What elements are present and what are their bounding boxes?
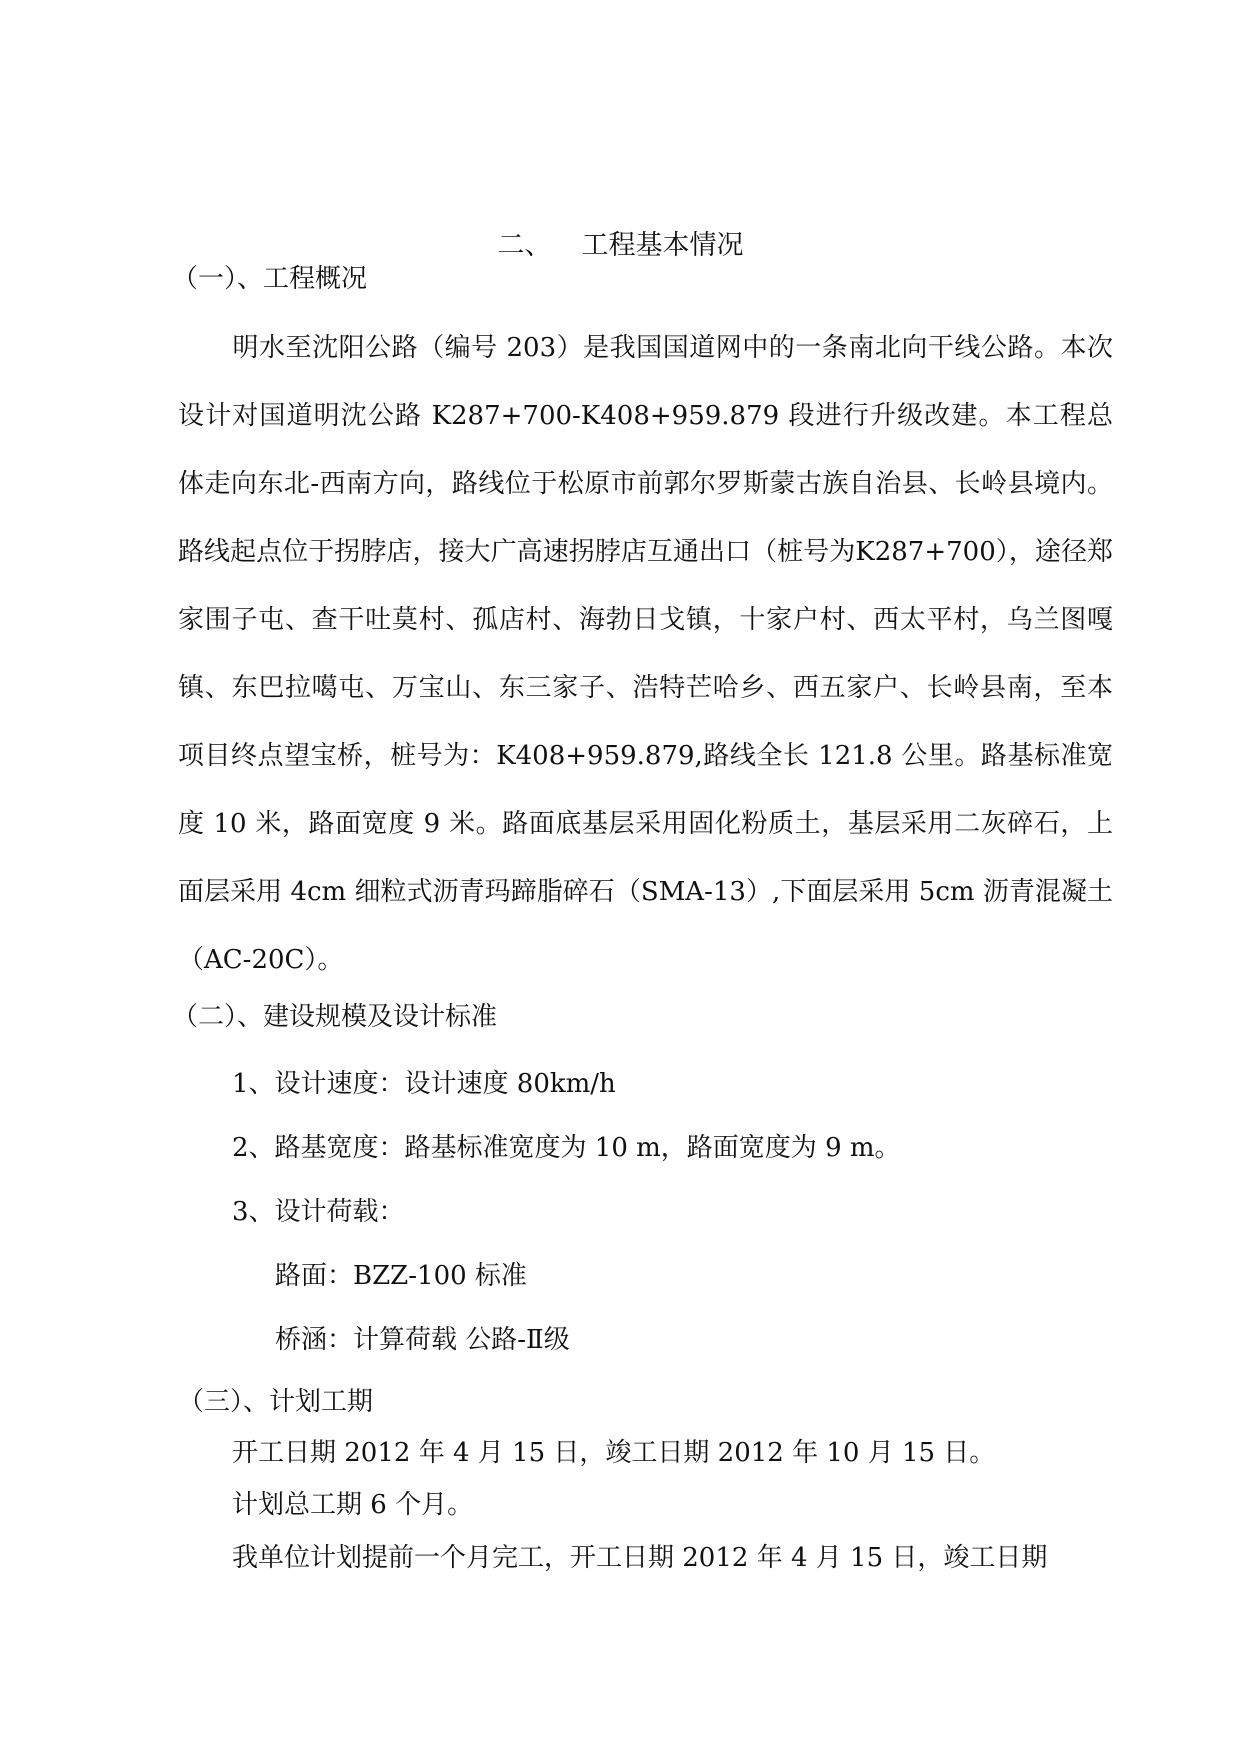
section-title-number: 二、 xyxy=(497,230,552,261)
heading-schedule: （三）、计划工期 xyxy=(178,1387,374,1417)
load-bridge-culvert: 桥涵：计算荷载 公路-Ⅱ级 xyxy=(275,1325,570,1355)
section-title-text: 工程基本情况 xyxy=(581,230,744,261)
section-title xyxy=(0,228,1241,264)
paragraph-overview xyxy=(178,314,1113,994)
heading-overview: （一）、工程概况 xyxy=(172,264,368,294)
schedule-dates: 开工日期 2012 年 4 月 15 日，竣工日期 2012 年 10 月 15 日。 xyxy=(232,1438,996,1468)
item-design-speed: 1、设计速度：设计速度 80km/h xyxy=(232,1069,616,1099)
schedule-early-completion: 我单位计划提前一个月完工，开工日期 2012 年 4 月 15 日，竣工日期 xyxy=(232,1543,1048,1573)
heading-scale-standards: （二）、建设规模及设计标准 xyxy=(172,1002,498,1032)
schedule-total: 计划总工期 6 个月。 xyxy=(232,1490,474,1520)
item-design-load: 3、设计荷载： xyxy=(232,1197,405,1227)
paragraph-overview-text: 明水至沈阳公路（编号 203）是我国国道网中的一条南北向干线公路。本次设计对国道明沈公路 K287+700-K408+959.879 段进行升级改建。本工程总体走向东北-西南方向，路线位于松原市前郭尔罗斯蒙古族自治县、长岭县境内。路线起点位于拐脖店，接大广高速拐脖店互通出口（桩号为K287+700），途径郑家围子屯、查干吐莫村、孤店村、海勃日戈镇，十家户村、西太平村，乌兰图嘎镇、东巴拉噶屯、万宝山、东三家子、浩特芒哈乡、西五家户、长岭县南，至本项目终点望宝桥，桩号为：K408+959.879,路线全长 121.8 公里。路基标准宽度 10 米，路面宽度 9 米。路面底基层采用固化粉质土，基层采用二灰碎石，上面层采用 4cm 细粒式沥青玛蹄脂碎石（SMA-13）,下面层采用 5cm 沥青混凝土（AC-20C）。 xyxy=(178,333,1113,975)
item-roadbed-width: 2、路基宽度：路基标准宽度为 10 m，路面宽度为 9 m。 xyxy=(232,1133,901,1163)
load-road-surface: 路面：BZZ-100 标准 xyxy=(275,1261,527,1291)
